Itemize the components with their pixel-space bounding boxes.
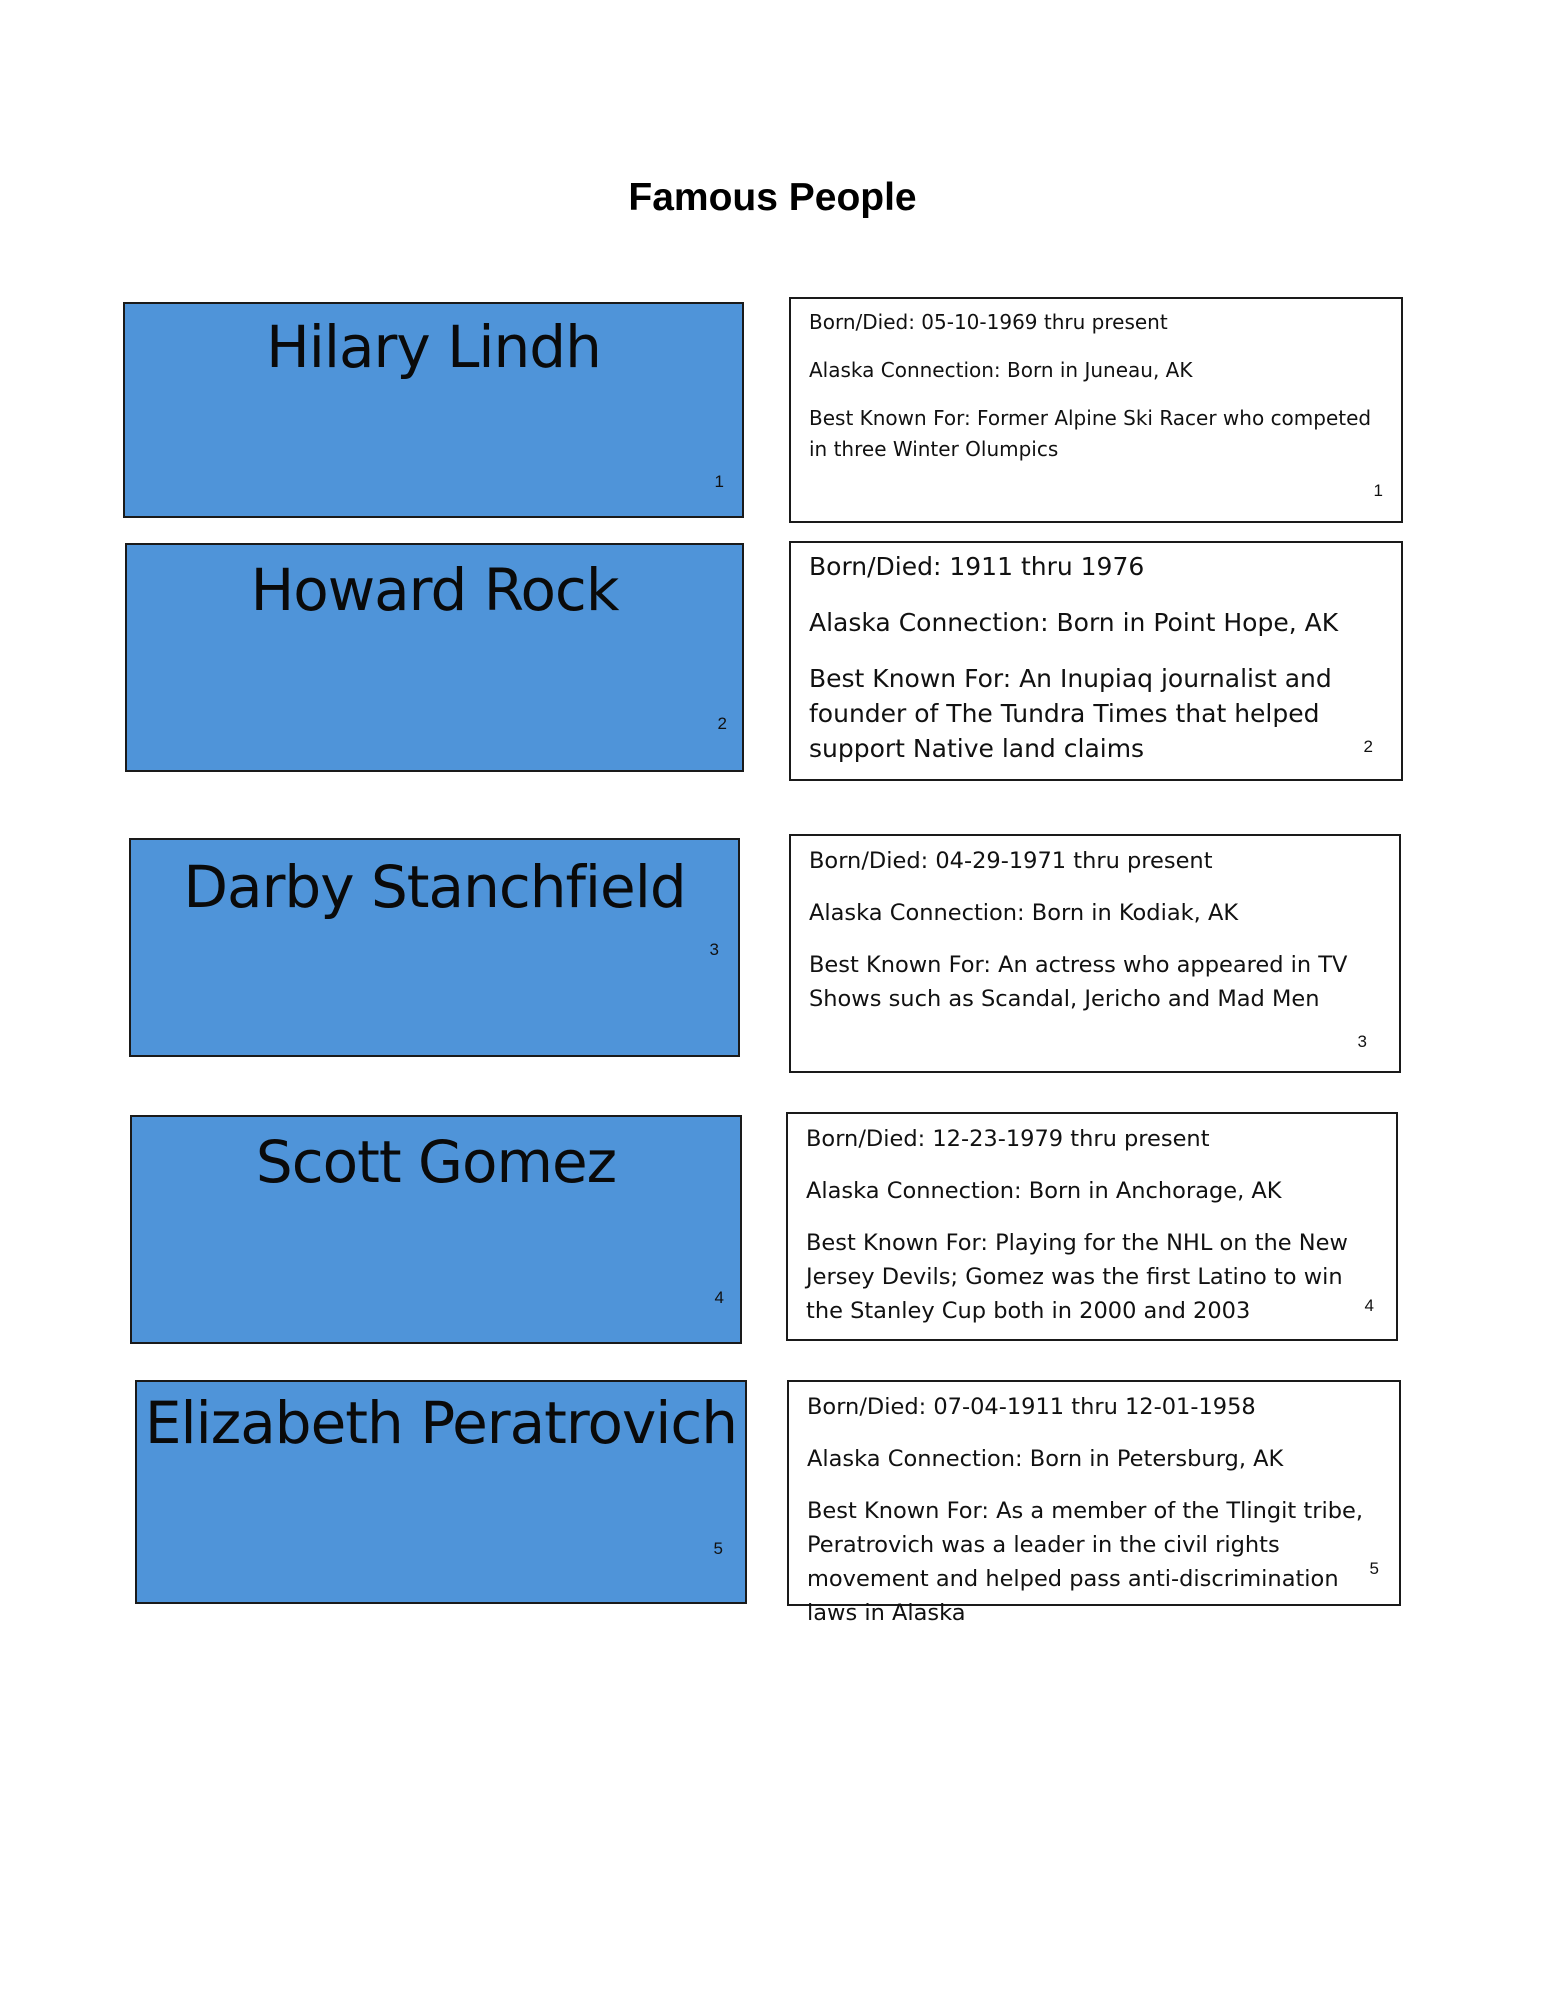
card-number: 3 [709, 940, 719, 959]
info-card-hilary-lindh [789, 297, 1403, 523]
card-number: 2 [717, 714, 727, 733]
info-card-howard-rock [789, 541, 1403, 781]
card-number: 2 [1363, 737, 1373, 756]
info-card-scott-gomez [786, 1112, 1398, 1341]
alaska-connection-text: Alaska Connection: Born in Kodiak, AK [809, 900, 1239, 926]
card-number: 3 [1357, 1032, 1367, 1051]
card-number: 5 [713, 1539, 723, 1558]
card-number: 1 [1373, 481, 1383, 500]
alaska-connection-text: Alaska Connection: Born in Petersburg, AK [807, 1446, 1284, 1472]
best-known-for-text: Best Known For: An Inupiaq journalist and founder of The Tundra Times that helped support Native land claims [809, 664, 1332, 763]
name-card-howard-rock [125, 543, 744, 772]
alaska-connection-text: Alaska Connection: Born in Anchorage, AK [806, 1178, 1282, 1204]
name-card-scott-gomez [130, 1115, 742, 1344]
name-card-hilary-lindh [123, 302, 744, 518]
best-known-for-text: Best Known For: As a member of the Tlingit tribe, Peratrovich was a leader in the civil rights movement and helped pass anti-discrimination laws in Alaska [807, 1498, 1364, 1626]
name-card-darby-stanchfield [129, 838, 740, 1057]
best-known-for-text: Best Known For: Playing for the NHL on the New Jersey Devils; Gomez was the first Latino to win the Stanley Cup both in 2000 and 2003 [806, 1230, 1348, 1324]
born-died-text: Born/Died: 1911 thru 1976 [809, 552, 1145, 581]
alaska-connection-text: Alaska Connection: Born in Juneau, AK [809, 358, 1193, 382]
card-number: 4 [714, 1288, 724, 1307]
name-card-elizabeth-peratrovich [135, 1380, 747, 1604]
person-name: Scott Gomez [255, 1128, 617, 1196]
born-died-text: Born/Died: 07-04-1911 thru 12-01-1958 [807, 1394, 1256, 1420]
alaska-connection-text: Alaska Connection: Born in Point Hope, AK [809, 608, 1339, 637]
person-name: Hilary Lindh [266, 313, 601, 381]
card-number: 5 [1369, 1559, 1379, 1578]
info-card-elizabeth-peratrovich [787, 1380, 1401, 1626]
born-died-text: Born/Died: 04-29-1971 thru present [809, 848, 1213, 874]
person-name: Darby Stanchfield [183, 853, 686, 921]
card-number: 4 [1364, 1296, 1374, 1315]
person-name: Elizabeth Peratrovich [144, 1389, 738, 1457]
born-died-text: Born/Died: 12-23-1979 thru present [806, 1126, 1210, 1152]
page-title: Famous People [628, 176, 917, 219]
best-known-for-text: Best Known For: An actress who appeared in TV Shows such as Scandal, Jericho and Mad Men [809, 952, 1348, 1012]
born-died-text: Born/Died: 05-10-1969 thru present [809, 310, 1168, 334]
card-number: 1 [714, 472, 724, 491]
info-card-darby-stanchfield [789, 834, 1401, 1073]
person-name: Howard Rock [250, 556, 619, 624]
best-known-for-text: Best Known For: Former Alpine Ski Racer who competed in three Winter Olumpics [809, 406, 1372, 461]
